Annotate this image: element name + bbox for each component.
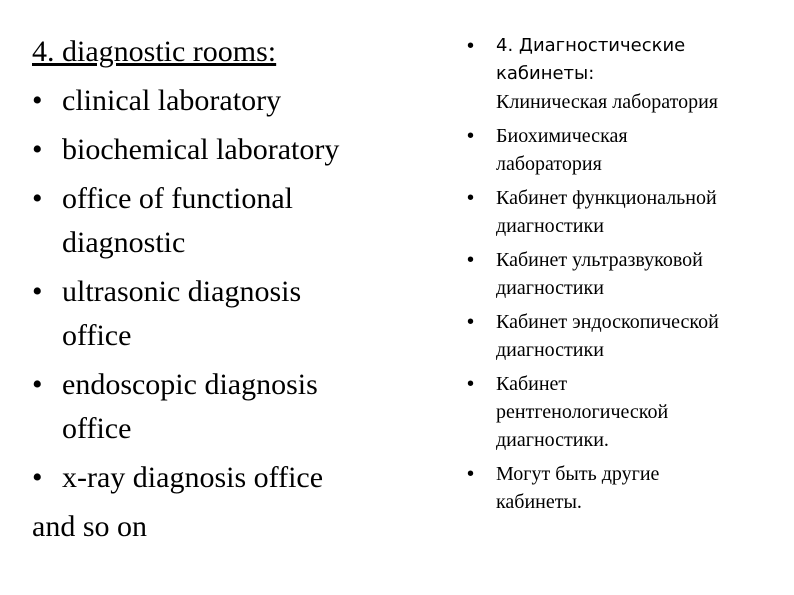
footer-text: and so on (32, 510, 147, 543)
list-item (467, 370, 787, 454)
bullet-icon: • (32, 368, 43, 401)
item-text: лаборатория (496, 153, 602, 175)
list-item (467, 246, 787, 302)
item-text: office of functional (62, 182, 294, 215)
item-text: office (62, 412, 132, 445)
bullet-icon: • (32, 133, 43, 166)
item-text: Биохимическая (496, 125, 628, 147)
item-text: диагностики (496, 277, 604, 299)
heading: 4. diagnostic rooms: (32, 35, 277, 68)
item-text: диагностики (496, 339, 604, 361)
item-text: Кабинет функциональной (496, 187, 717, 209)
bullet-icon: • (32, 461, 43, 494)
item-text: endoscopic diagnosis (62, 368, 318, 401)
bullet-icon: • (32, 182, 43, 215)
list-item (467, 32, 787, 116)
item-text: рентгенологической (496, 401, 669, 423)
bullet-icon: • (32, 275, 43, 308)
item-text: Клиническая лаборатория (496, 91, 719, 113)
bullet-icon: • (467, 463, 475, 485)
item-text: clinical laboratory (62, 84, 282, 117)
item-text: biochemical laboratory (62, 133, 340, 166)
russian-column (467, 32, 787, 522)
item-text: Кабинет ультразвуковой (496, 249, 703, 271)
bullet-icon: • (32, 84, 43, 117)
item-text: 4. Диагностические (496, 35, 686, 56)
item-text: Кабинет (496, 373, 568, 395)
bullet-icon: • (467, 125, 475, 147)
item-text: кабинеты. (496, 491, 582, 513)
list-item (32, 270, 432, 358)
item-text: ultrasonic diagnosis (62, 275, 302, 308)
bullet-icon: • (467, 311, 475, 333)
item-text: диагностики. (496, 429, 609, 451)
list-item (467, 460, 787, 516)
list-item (32, 79, 432, 123)
item-text: кабинеты: (496, 63, 595, 84)
list-item (32, 177, 432, 265)
bullet-icon: • (467, 249, 475, 271)
item-text: office (62, 319, 132, 352)
item-text: Могут быть другие (496, 463, 660, 485)
item-text: Кабинет эндоскопической (496, 311, 719, 333)
bullet-icon: • (467, 187, 475, 209)
list-item (467, 308, 787, 364)
bullet-icon: • (467, 35, 475, 57)
item-text: диагностики (496, 215, 604, 237)
list-item (32, 456, 432, 500)
list-item (467, 184, 787, 240)
english-column (32, 30, 432, 554)
list-item (32, 363, 432, 451)
item-text: diagnostic (62, 226, 186, 259)
list-item (467, 122, 787, 178)
list-item (32, 128, 432, 172)
item-text: x-ray diagnosis office (62, 461, 324, 494)
bullet-icon: • (467, 373, 475, 395)
